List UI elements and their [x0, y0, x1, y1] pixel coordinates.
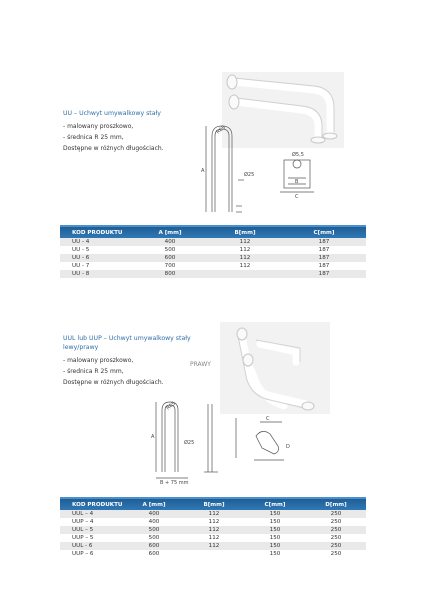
- table-cell: 150: [244, 534, 306, 542]
- table-cell: 187: [282, 270, 366, 278]
- table-cell: UUP – 5: [60, 534, 124, 542]
- column-header: D[mm]: [306, 498, 366, 510]
- table-cell: 500: [124, 534, 184, 542]
- table-row: [60, 526, 366, 534]
- column-header: C[mm]: [244, 498, 306, 510]
- table-cell: UUP – 6: [60, 550, 124, 558]
- table-header-row: [60, 226, 366, 238]
- label-dd: D: [286, 444, 290, 450]
- table-row: [60, 254, 366, 262]
- title-line: UUL lub UUP – Uchwyt umywalkowy stały: [63, 335, 191, 342]
- table-cell: UU - 5: [60, 246, 132, 254]
- desc-line: Dostępne w różnych długościach.: [63, 379, 164, 386]
- label-b: B: [295, 179, 299, 185]
- table-cell: 600: [124, 542, 184, 550]
- table-row: [60, 542, 366, 550]
- column-header: KOD PRODUKTU: [60, 498, 124, 510]
- label-a: A: [151, 434, 155, 440]
- table-cell: 187: [282, 254, 366, 262]
- label-r: R65: [165, 400, 177, 412]
- column-header: A [mm]: [124, 498, 184, 510]
- label-b: B + 75 mm: [160, 480, 189, 486]
- table-cell: 400: [132, 238, 208, 246]
- table-row: [60, 270, 366, 278]
- table-cell: 700: [132, 262, 208, 270]
- product-description: [63, 355, 164, 388]
- column-header: B[mm]: [208, 226, 282, 238]
- table-cell: 112: [184, 510, 244, 518]
- table-cell: 600: [124, 550, 184, 558]
- side-label: PRAWY: [190, 361, 211, 368]
- table-cell: 150: [244, 518, 306, 526]
- table-cell: 250: [306, 510, 366, 518]
- table-cell: 150: [244, 550, 306, 558]
- product-description: [63, 121, 164, 154]
- table-cell: UUL - 6: [60, 542, 124, 550]
- table-cell: 500: [124, 526, 184, 534]
- table-cell: 500: [132, 246, 208, 254]
- table-cell: 150: [244, 510, 306, 518]
- label-d: Ø25: [184, 440, 195, 446]
- column-header: A [mm]: [132, 226, 208, 238]
- section-title: UU – Uchwyt umywalkowy stały: [63, 110, 161, 117]
- label-c: C: [295, 194, 299, 200]
- table-cell: 112: [184, 526, 244, 534]
- spec-table-uu: [60, 225, 366, 278]
- technical-drawing-uup: [148, 398, 298, 486]
- title-line: lewy/prawy: [63, 344, 99, 351]
- table-cell: 112: [208, 238, 282, 246]
- table-cell: 112: [208, 262, 282, 270]
- table-row: [60, 550, 366, 558]
- label-d: Ø25: [244, 172, 255, 178]
- label-a: A: [201, 168, 205, 174]
- label-c: C: [266, 416, 270, 422]
- table-cell: 600: [132, 254, 208, 262]
- table-cell: [184, 550, 244, 558]
- table-cell: 250: [306, 526, 366, 534]
- table-row: [60, 534, 366, 542]
- section-uul-uup: [0, 300, 424, 600]
- table-cell: 112: [184, 518, 244, 526]
- column-header: C[mm]: [282, 226, 366, 238]
- table-cell: 250: [306, 534, 366, 542]
- desc-line: - malowany proszkowo,: [63, 357, 134, 364]
- table-cell: 400: [124, 518, 184, 526]
- desc-line: - średnica R 25 mm,: [63, 368, 124, 375]
- table-row: [60, 262, 366, 270]
- table-cell: UUP – 4: [60, 518, 124, 526]
- table-cell: UU - 4: [60, 238, 132, 246]
- column-header: KOD PRODUKTU: [60, 226, 132, 238]
- table-row: [60, 518, 366, 526]
- table-row: [60, 238, 366, 246]
- spec-table-uul-uup: [60, 497, 366, 558]
- table-cell: 112: [184, 534, 244, 542]
- section-title: [63, 334, 191, 352]
- table-cell: UUL – 4: [60, 510, 124, 518]
- table-cell: 800: [132, 270, 208, 278]
- table-cell: UU - 8: [60, 270, 132, 278]
- table-header-row: [60, 498, 366, 510]
- desc-line: - średnica R 25 mm,: [63, 134, 124, 141]
- table-cell: 150: [244, 542, 306, 550]
- label-d2: Ø5,5: [292, 152, 304, 158]
- table-cell: 112: [208, 254, 282, 262]
- table-row: [60, 246, 366, 254]
- table-cell: 250: [306, 542, 366, 550]
- table-cell: 187: [282, 262, 366, 270]
- table-cell: 400: [124, 510, 184, 518]
- label-r: R65: [215, 124, 227, 136]
- table-cell: UUL – 5: [60, 526, 124, 534]
- desc-line: Dostępne w różnych długościach.: [63, 145, 164, 152]
- table-cell: UU - 6: [60, 254, 132, 262]
- table-cell: 112: [184, 542, 244, 550]
- table-cell: UU - 7: [60, 262, 132, 270]
- table-cell: [208, 270, 282, 278]
- table-cell: 187: [282, 246, 366, 254]
- table-cell: 187: [282, 238, 366, 246]
- table-row: [60, 510, 366, 518]
- technical-drawing-uu: [196, 120, 332, 220]
- column-header: B[mm]: [184, 498, 244, 510]
- desc-line: - malowany proszkowo,: [63, 123, 134, 130]
- table-cell: 112: [208, 246, 282, 254]
- table-cell: 250: [306, 518, 366, 526]
- table-cell: 150: [244, 526, 306, 534]
- table-cell: 250: [306, 550, 366, 558]
